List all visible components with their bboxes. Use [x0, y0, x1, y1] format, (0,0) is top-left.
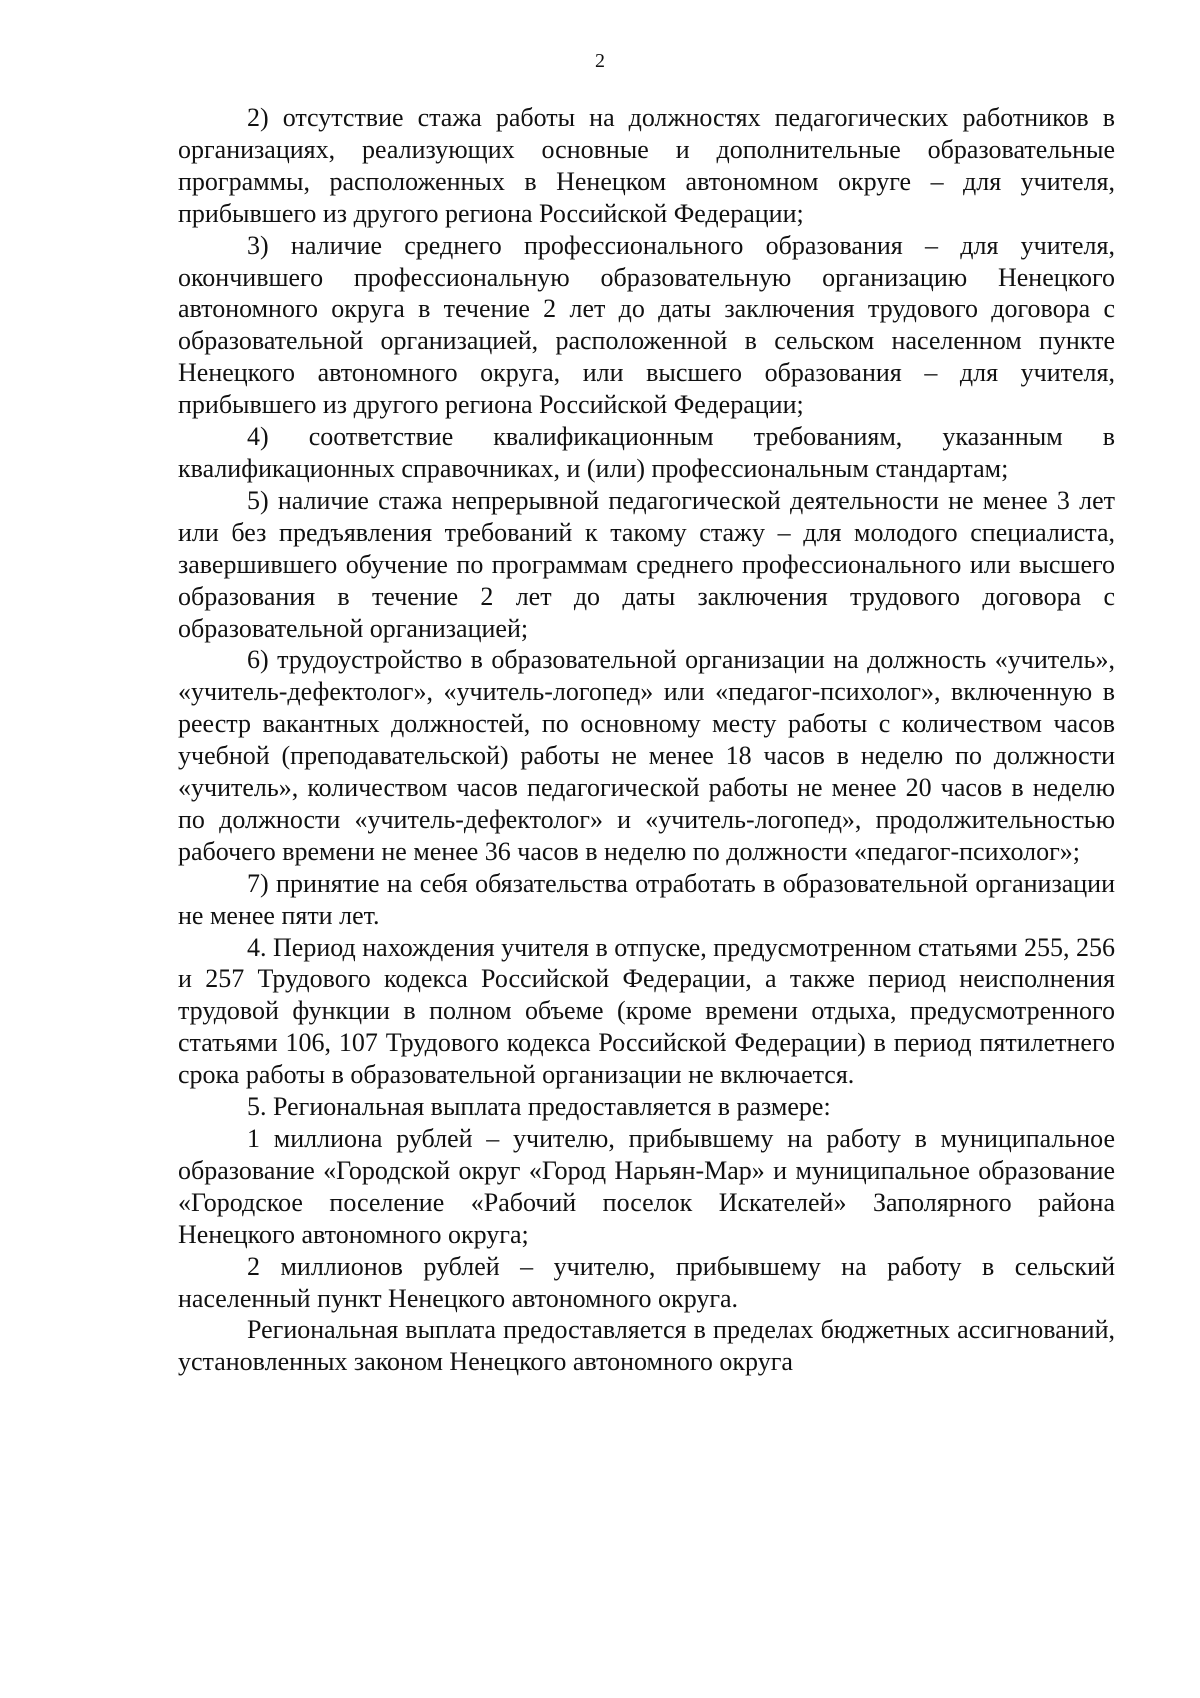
paragraph-budget-limits: Региональная выплата предоставляется в пределах бюджетных ассигнований, установленных законом Ненецкого автономного округа	[178, 1315, 1115, 1377]
paragraph-item-5: 5) наличие стажа непрерывной педагогической деятельности не менее 3 лет или без предъявления требований к такому стажу – для молодого специалиста, завершившего обучение по программам среднего профессионального или высшего образования в течение 2 лет до даты заключения трудового договора с образовательной организацией;	[178, 485, 1115, 643]
paragraph-item-7: 7) принятие на себя обязательства отработать в образовательной организации не менее пяти лет.	[178, 868, 1115, 930]
paragraph-amount-1-million: 1 миллиона рублей – учителю, прибывшему на работу в муниципальное образование «Городской округ «Город Нарьян-Мар» и муниципальное образование «Городское поселение «Рабочий поселок Искателей» Заполярного района Ненецкого автономного округа;	[178, 1124, 1115, 1249]
page-number: 2	[595, 50, 605, 72]
paragraph-item-4: 4) соответствие квалификационным требованиям, указанным в квалификационных справочниках, и (или) профессиональным стандартам;	[178, 422, 1115, 483]
paragraph-item-3: 3) наличие среднего профессионального образования – для учителя, окончившего профессиональную образовательную организацию Ненецкого автономного округа в течение 2 лет до даты заключения трудового договора с образовательной организацией, расположенной в сельском населенном пункте Ненецкого автономного округа, или высшего образования – для учителя, прибывшего из другого региона Российской Федерации;	[178, 230, 1115, 420]
paragraph-section-4: 4. Период нахождения учителя в отпуске, предусмотренном статьями 255, 256 и 257 Трудового кодекса Российской Федерации, а также период неисполнения трудовой функции в полном объеме (кроме времени отдыха, предусмотренного статьями 106, 107 Трудового кодекса Российской Федерации) в период пятилетнего срока работы в образовательной организации не включается.	[178, 932, 1115, 1090]
document-body	[178, 102, 1115, 1378]
paragraph-amount-2-million: 2 миллионов рублей – учителю, прибывшему на работу в сельский населенный пункт Ненецкого автономного округа.	[178, 1251, 1115, 1313]
paragraph-item-6: 6) трудоустройство в образовательной организации на должность «учитель», «учитель-дефектолог», «учитель-логопед» или «педагог-психолог», включенную в реестр вакантных должностей, по основному месту работы с количеством часов учебной (преподавательской) работы не менее 18 часов в неделю по должности «учитель», количеством часов педагогической работы не менее 20 часов в неделю по должности «учитель-дефектолог» и «учитель-логопед», продолжительностью рабочего времени не менее 36 часов в неделю по должности «педагог-психолог»;	[178, 645, 1115, 866]
paragraph-section-5: 5. Региональная выплата предоставляется в размере:	[247, 1092, 831, 1122]
paragraph-item-2: 2) отсутствие стажа работы на должностях педагогических работников в организациях, реализующих основные и дополнительные образовательные программы, расположенных в Ненецком автономном округе – для учителя, прибывшего из другого региона Российской Федерации;	[178, 103, 1115, 228]
